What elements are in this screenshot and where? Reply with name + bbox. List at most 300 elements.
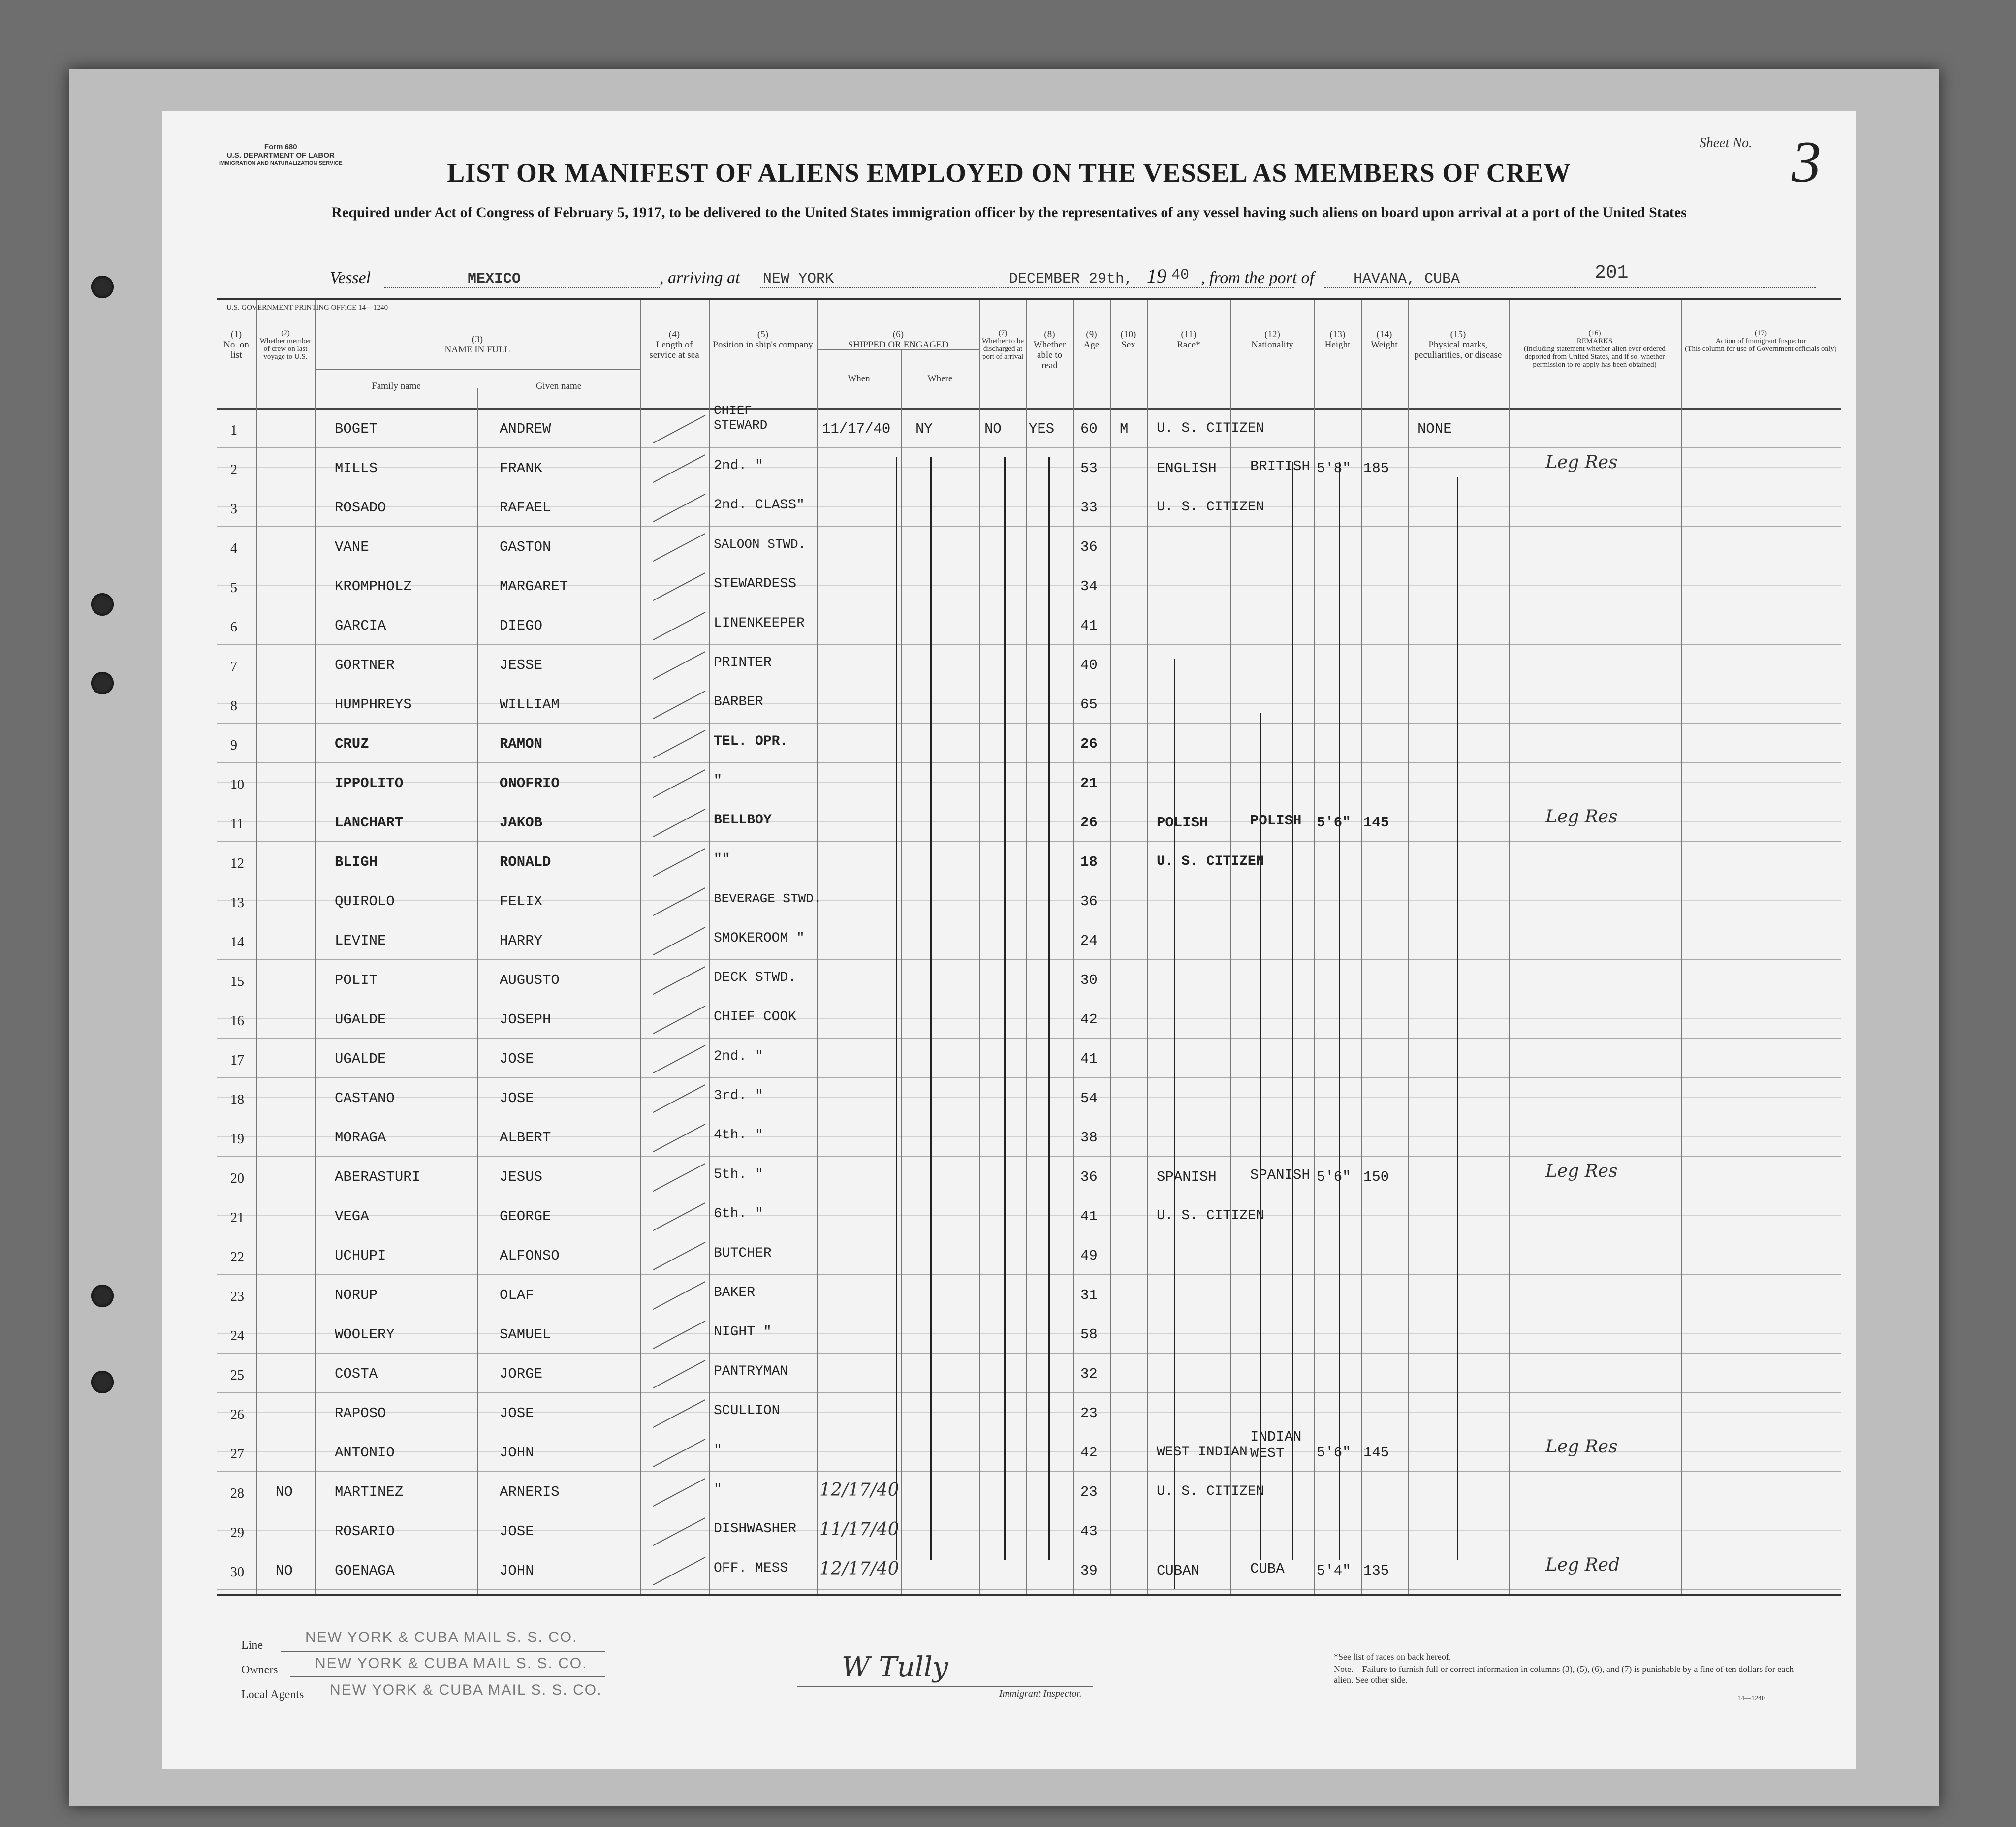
table-row: [217, 487, 1841, 526]
cell-family-name: NORUP: [335, 1287, 378, 1303]
cell-given-name: GASTON: [500, 539, 551, 555]
cell-age: 58: [1080, 1326, 1098, 1343]
agents-label: Local Agents: [241, 1688, 304, 1701]
owners-value: NEW YORK & CUBA MAIL S. S. CO.: [315, 1655, 588, 1671]
cell-given-name: ONOFRIO: [500, 775, 560, 791]
cell-row-number: 1: [230, 423, 237, 438]
cell-age: 18: [1080, 854, 1098, 870]
cell-row-number: 9: [230, 738, 237, 753]
header-when: When: [848, 374, 870, 384]
cell-position: 2nd. ": [714, 458, 763, 473]
header-age: (9) Age: [1083, 329, 1100, 350]
header-length-of-service: (4) Length of service at sea: [649, 329, 699, 360]
table-row: [217, 999, 1841, 1038]
check-mark: [653, 927, 706, 955]
cell-age: 60: [1080, 421, 1098, 437]
cell-race: ENGLISH: [1157, 460, 1217, 476]
cell-row-number: 19: [230, 1132, 244, 1147]
check-mark: [653, 415, 706, 443]
check-mark: [653, 769, 706, 798]
table-row: [217, 526, 1841, 566]
check-mark: [653, 1045, 706, 1073]
cell-weight: 185: [1363, 460, 1389, 476]
cell-weight: 145: [1363, 815, 1389, 831]
check-mark: [653, 1478, 706, 1507]
cell-row-number: 10: [230, 777, 244, 792]
table-row: [217, 841, 1841, 881]
cell-discharged: NO: [984, 421, 1002, 437]
cell-shipped-when: 11/17/40: [822, 421, 891, 437]
cell-family-name: HUMPHREYS: [335, 696, 412, 713]
sheet-label: Sheet No.: [1699, 135, 1752, 151]
cell-given-name: FELIX: [500, 893, 543, 910]
cell-position: TEL. OPR.: [714, 734, 788, 749]
cell-position: CHIEF COOK: [714, 1009, 797, 1025]
cell-age: 38: [1080, 1130, 1098, 1146]
cell-age: 32: [1080, 1366, 1098, 1382]
cell-height: 5'6": [1317, 1169, 1351, 1185]
cell-sex: M: [1120, 421, 1129, 437]
cell-given-name: JOHN: [500, 1445, 534, 1461]
cell-row-number: 11: [230, 817, 244, 832]
cell-race: SPANISH: [1157, 1169, 1217, 1185]
cell-age: 41: [1080, 618, 1098, 634]
cell-nationality: CUBA: [1250, 1561, 1285, 1577]
year-prefix: 19: [1147, 265, 1166, 287]
cell-age: 24: [1080, 933, 1098, 949]
cell-family-name: COSTA: [335, 1366, 378, 1382]
cell-age: 31: [1080, 1287, 1098, 1303]
cell-row-number: 4: [230, 541, 237, 556]
cell-height: 5'4": [1317, 1563, 1351, 1579]
from-port-label: , from the port of: [1201, 269, 1315, 287]
cell-given-name: JESUS: [500, 1169, 543, 1185]
check-mark: [653, 1360, 706, 1388]
cell-weight: 145: [1363, 1445, 1389, 1461]
cell-family-name: UCHUPI: [335, 1248, 386, 1264]
header-position: (5) Position in ship's company: [713, 329, 813, 350]
check-mark: [653, 887, 706, 916]
ditto-stroke: [1260, 713, 1261, 1560]
cell-family-name: UGALDE: [335, 1011, 386, 1028]
cell-row-number: 3: [230, 502, 237, 517]
cell-family-name: MILLS: [335, 460, 378, 476]
cell-given-name: ANDREW: [500, 421, 551, 437]
cell-height: 5'8": [1317, 460, 1351, 476]
table-row: [217, 1038, 1841, 1077]
cell-given-name: HARRY: [500, 933, 543, 949]
table-row: [217, 1471, 1841, 1511]
cell-given-name: SAMUEL: [500, 1326, 551, 1343]
line-label: Line: [241, 1639, 263, 1652]
cell-race: U. S. CITIZEN: [1157, 500, 1264, 515]
reference-number: 201: [1595, 262, 1629, 284]
cell-given-name: RONALD: [500, 854, 551, 870]
cell-age: 23: [1080, 1405, 1098, 1421]
cell-family-name: BOGET: [335, 421, 378, 437]
cell-family-name: MORAGA: [335, 1130, 386, 1146]
cell-row-number: 5: [230, 580, 237, 596]
cell-row-number: 30: [230, 1565, 244, 1580]
table-row: [217, 1077, 1841, 1117]
cell-given-name: JORGE: [500, 1366, 543, 1382]
cell-race: U. S. CITIZEN: [1157, 1208, 1264, 1224]
cell-row-number: 23: [230, 1289, 244, 1304]
check-mark: [653, 966, 706, 995]
cell-age: 36: [1080, 1169, 1098, 1185]
cell-given-name: OLAF: [500, 1287, 534, 1303]
check-mark: [653, 1084, 706, 1113]
cell-age: 65: [1080, 696, 1098, 713]
table-row: [217, 1429, 1841, 1471]
punch-hole: [91, 593, 114, 616]
table-row: [217, 644, 1841, 684]
cell-position: "": [714, 852, 730, 867]
cell-position: 5th. ": [714, 1167, 763, 1182]
cell-race: WEST INDIAN: [1157, 1445, 1248, 1460]
table-row: [217, 1392, 1841, 1432]
cell-family-name: LANCHART: [335, 815, 404, 831]
check-mark: [653, 1242, 706, 1270]
cell-row-number: 2: [230, 462, 237, 477]
header-nationality: (12) Nationality: [1251, 329, 1293, 350]
cell-given-name: JOSE: [500, 1523, 534, 1540]
cell-row-number: 29: [230, 1525, 244, 1541]
ditto-stroke: [1004, 457, 1006, 1560]
cell-position: 2nd. ": [714, 1049, 763, 1064]
cell-nationality: SPANISH: [1250, 1167, 1310, 1183]
cell-age: 26: [1080, 815, 1098, 831]
cell-age: 36: [1080, 893, 1098, 910]
cell-race: U. S. CITIZEN: [1157, 854, 1264, 869]
cell-given-name: JOSEPH: [500, 1011, 551, 1028]
cell-row-number: 15: [230, 974, 244, 989]
cell-row-number: 27: [230, 1447, 244, 1462]
form-code: 14—1240: [1737, 1695, 1765, 1702]
cell-row-number: 18: [230, 1092, 244, 1107]
cell-family-name: UGALDE: [335, 1051, 386, 1067]
cell-age: 49: [1080, 1248, 1098, 1264]
cell-last-voyage: NO: [276, 1563, 293, 1579]
cell-family-name: VANE: [335, 539, 369, 555]
check-mark: [653, 1321, 706, 1349]
cell-position: BARBER: [714, 694, 763, 710]
penalty-note: Note.—Failure to furnish full or correct information in columns (3), (5), (6), and (7) is punishable by a fine of ten dollars for each alien. See other side.: [1334, 1664, 1794, 1685]
cell-position: BEVERAGE STWD.: [714, 891, 821, 906]
cell-remarks: Leg Res: [1545, 807, 1618, 827]
cell-row-number: 28: [230, 1486, 244, 1501]
check-mark: [653, 454, 706, 483]
cell-row-number: 21: [230, 1210, 244, 1226]
manifest-sheet: [162, 111, 1856, 1769]
cell-given-name: ARNERIS: [500, 1484, 560, 1500]
ditto-stroke: [896, 457, 897, 1560]
print-office-note: U.S. GOVERNMENT PRINTING OFFICE 14—1240: [226, 304, 388, 312]
table-row: [217, 1274, 1841, 1314]
cell-family-name: CASTANO: [335, 1090, 395, 1106]
table-row: [217, 881, 1841, 920]
cell-family-name: MARTINEZ: [335, 1484, 404, 1500]
cell-row-number: 24: [230, 1328, 244, 1344]
cell-family-name: ROSADO: [335, 500, 386, 516]
cell-age: 21: [1080, 775, 1098, 791]
check-mark: [653, 848, 706, 877]
cell-given-name: WILLIAM: [500, 696, 560, 713]
cell-family-name: GOENAGA: [335, 1563, 395, 1579]
cell-position: BUTCHER: [714, 1246, 772, 1261]
races-note: *See list of races on back hereof.: [1334, 1652, 1451, 1662]
cell-family-name: ANTONIO: [335, 1445, 395, 1461]
cell-family-name: POLIT: [335, 972, 378, 988]
cell-shipped-when: 12/17/40: [819, 1480, 899, 1500]
table-row: [217, 920, 1841, 959]
table-row: [217, 723, 1841, 762]
header-physical-marks: (15) Physical marks, peculiarities, or disease: [1414, 329, 1502, 360]
agents-value: NEW YORK & CUBA MAIL S. S. CO.: [330, 1682, 602, 1698]
arriving-port: NEW YORK: [763, 271, 834, 287]
cell-family-name: KROMPHOLZ: [335, 578, 412, 595]
cell-position: ": [714, 773, 722, 788]
cell-row-number: 25: [230, 1368, 244, 1383]
cell-row-number: 20: [230, 1171, 244, 1186]
cell-given-name: JOSE: [500, 1405, 534, 1421]
cell-age: 40: [1080, 657, 1098, 673]
page-title: LIST OR MANIFEST OF ALIENS EMPLOYED ON THE VESSEL AS MEMBERS OF CREW: [447, 158, 1571, 188]
vessel-name: MEXICO: [468, 271, 521, 287]
check-mark: [653, 1557, 706, 1585]
cell-row-number: 12: [230, 856, 244, 871]
cell-position: PANTRYMAN: [714, 1364, 788, 1379]
cell-age: 53: [1080, 460, 1098, 476]
check-mark: [653, 1439, 706, 1467]
header-family-name: Family name: [372, 381, 421, 391]
header-shipped-or-engaged: (6) SHIPPED OR ENGAGED: [848, 329, 949, 350]
inspector-signature: W Tully: [842, 1651, 948, 1683]
check-mark: [653, 809, 706, 837]
cell-family-name: QUIROLO: [335, 893, 395, 910]
cell-position: SALOON STWD.: [714, 537, 806, 552]
cell-physical-marks: NONE: [1418, 421, 1452, 437]
table-row: [217, 1550, 1841, 1589]
check-mark: [653, 612, 706, 640]
cell-age: 39: [1080, 1563, 1098, 1579]
check-mark: [653, 1163, 706, 1192]
cell-position: ": [714, 1482, 722, 1497]
cell-row-number: 8: [230, 698, 237, 714]
cell-nationality: INDIAN WEST: [1250, 1429, 1302, 1461]
header-sex: (10) Sex: [1120, 329, 1136, 350]
table-row: [217, 1235, 1841, 1274]
cell-race: U. S. CITIZEN: [1157, 421, 1264, 436]
cell-family-name: CRUZ: [335, 736, 369, 752]
cell-age: 42: [1080, 1445, 1098, 1461]
header-no-on-list: (1) No. on list: [223, 329, 249, 360]
header-action-of-inspector: (17) Action of Immigrant Inspector (This column for use of Government officials only): [1685, 329, 1837, 353]
cell-position: OFF. MESS: [714, 1561, 788, 1576]
check-mark: [653, 730, 706, 758]
cell-nationality: BRITISH: [1250, 458, 1310, 474]
cell-family-name: LEVINE: [335, 933, 386, 949]
arriving-label: , arriving at: [660, 269, 740, 287]
cell-position: 4th. ": [714, 1128, 763, 1143]
cell-given-name: DIEGO: [500, 618, 543, 634]
cell-position: STEWARDESS: [714, 576, 797, 592]
table-row: [217, 1117, 1841, 1156]
cell-race: CUBAN: [1157, 1563, 1200, 1579]
department-name: U.S. DEPARTMENT OF LABOR: [226, 151, 335, 159]
cell-given-name: ALFONSO: [500, 1248, 560, 1264]
cell-given-name: JESSE: [500, 657, 543, 673]
cell-shipped-when: 11/17/40: [819, 1519, 899, 1540]
cell-race: POLISH: [1157, 815, 1208, 831]
cell-position: NIGHT ": [714, 1324, 772, 1340]
table-row: [217, 605, 1841, 644]
cell-position: DECK STWD.: [714, 970, 797, 985]
cell-given-name: JOSE: [500, 1090, 534, 1106]
vessel-label: Vessel: [330, 269, 371, 287]
from-port: HAVANA, CUBA: [1354, 271, 1460, 287]
header-race: (11) Race*: [1177, 329, 1200, 350]
check-mark: [653, 1399, 706, 1428]
cell-shipped-where: NY: [915, 421, 933, 437]
check-mark: [653, 1006, 706, 1034]
cell-position: 3rd. ": [714, 1088, 763, 1103]
cell-position: BELLBOY: [714, 813, 772, 828]
check-mark: [653, 1202, 706, 1231]
cell-row-number: 16: [230, 1013, 244, 1029]
cell-age: 42: [1080, 1011, 1098, 1028]
cell-able-to-read: YES: [1029, 421, 1055, 437]
check-mark: [653, 691, 706, 719]
header-name-in-full: (3) NAME IN FULL: [444, 334, 510, 355]
form-number: Form 680: [264, 143, 297, 151]
cell-family-name: ABERASTURI: [335, 1169, 421, 1185]
owners-label: Owners: [241, 1664, 278, 1676]
check-mark: [653, 533, 706, 562]
header-given-name: Given name: [536, 381, 582, 391]
punch-hole: [91, 672, 114, 694]
cell-last-voyage: NO: [276, 1484, 293, 1500]
cell-given-name: ALBERT: [500, 1130, 551, 1146]
cell-family-name: RAPOSO: [335, 1405, 386, 1421]
table-row: [217, 566, 1841, 605]
cell-given-name: JOHN: [500, 1563, 534, 1579]
cell-remarks: Leg Red: [1545, 1555, 1620, 1575]
check-mark: [653, 1281, 706, 1310]
cell-given-name: AUGUSTO: [500, 972, 560, 988]
arrival-date: DECEMBER 29th,: [1009, 271, 1134, 287]
cell-family-name: BLIGH: [335, 854, 378, 870]
cell-shipped-when: 12/17/40: [819, 1559, 899, 1579]
ditto-stroke: [1292, 462, 1293, 1560]
voyage-line: [162, 261, 1856, 290]
line-value: NEW YORK & CUBA MAIL S. S. CO.: [305, 1629, 578, 1645]
manifest-table: [217, 298, 1841, 1596]
cell-row-number: 14: [230, 935, 244, 950]
manifest-footer: [162, 1602, 1856, 1760]
ditto-stroke: [930, 457, 932, 1560]
cell-age: 30: [1080, 972, 1098, 988]
cell-row-number: 6: [230, 620, 237, 635]
service-name: IMMIGRATION AND NATURALIZATION SERVICE: [219, 160, 343, 166]
page-subtitle: Required under Act of Congress of February 5, 1917, to be delivered to the United States immigration officer by the representatives of any vessel having such aliens on board upon arrival at a port of the United States: [331, 204, 1687, 220]
cell-position: BAKER: [714, 1285, 756, 1300]
table-row: [217, 684, 1841, 723]
cell-row-number: 7: [230, 659, 237, 674]
table-row: [217, 447, 1841, 487]
cell-remarks: Leg Res: [1545, 452, 1618, 472]
table-row: [217, 1511, 1841, 1550]
header-last-voyage: (2) Whether member of crew on last voyage to U.S.: [259, 329, 312, 361]
cell-age: 23: [1080, 1484, 1098, 1500]
table-row: [217, 762, 1841, 802]
cell-given-name: GEORGE: [500, 1208, 551, 1225]
cell-family-name: GARCIA: [335, 618, 386, 634]
cell-remarks: Leg Res: [1545, 1161, 1618, 1181]
cell-weight: 150: [1363, 1169, 1389, 1185]
year-suffix: 40: [1171, 267, 1190, 284]
sheet-number: 3: [1792, 129, 1821, 194]
ditto-stroke: [1339, 462, 1340, 1560]
cell-age: 41: [1080, 1208, 1098, 1225]
ditto-stroke: [1048, 457, 1050, 1560]
punch-hole: [91, 276, 114, 298]
cell-height: 5'6": [1317, 1445, 1351, 1461]
ditto-stroke: [1457, 477, 1458, 1560]
cell-position: ": [714, 1443, 722, 1458]
cell-weight: 135: [1363, 1563, 1389, 1579]
cell-race: U. S. CITIZEN: [1157, 1484, 1264, 1499]
cell-family-name: IPPOLITO: [335, 775, 404, 791]
cell-row-number: 22: [230, 1250, 244, 1265]
table-row: [217, 802, 1841, 841]
cell-age: 26: [1080, 736, 1098, 752]
cell-position: SMOKEROOM ": [714, 931, 805, 946]
cell-row-number: 13: [230, 895, 244, 911]
header-able-to-read: (8) Whether able to read: [1033, 329, 1066, 371]
cell-age: 41: [1080, 1051, 1098, 1067]
inspector-label: Immigrant Inspector.: [999, 1688, 1082, 1699]
cell-row-number: 17: [230, 1053, 244, 1068]
cell-position: PRINTER: [714, 655, 772, 670]
table-row: [217, 1156, 1841, 1196]
check-mark: [653, 1517, 706, 1546]
check-mark: [653, 494, 706, 522]
cell-age: 54: [1080, 1090, 1098, 1106]
table-row: [217, 1314, 1841, 1353]
cell-nationality: POLISH: [1250, 813, 1302, 829]
header-remarks: (16) REMARKS (Including statement whether alien ever ordered deported from United States, and if so, whether permission to re-apply has been obtained): [1524, 329, 1666, 369]
cell-age: 36: [1080, 539, 1098, 555]
cell-position: 2nd. CLASS": [714, 498, 805, 513]
table-row: [217, 1196, 1841, 1235]
cell-given-name: RAMON: [500, 736, 543, 752]
cell-given-name: MARGARET: [500, 578, 568, 595]
cell-position: CHIEF STEWARD: [714, 403, 768, 433]
cell-age: 34: [1080, 578, 1098, 595]
check-mark: [653, 1124, 706, 1152]
cell-age: 43: [1080, 1523, 1098, 1540]
cell-row-number: 26: [230, 1407, 244, 1422]
table-row: [217, 403, 1841, 447]
cell-position: 6th. ": [714, 1206, 763, 1222]
cell-given-name: JAKOB: [500, 815, 543, 831]
ditto-stroke: [1174, 659, 1175, 1589]
header-discharged: (7) Whether to be discharged at port of arrival: [982, 329, 1024, 361]
check-mark: [653, 651, 706, 680]
header-weight: (14) Weight: [1371, 329, 1398, 350]
cell-family-name: WOOLERY: [335, 1326, 395, 1343]
